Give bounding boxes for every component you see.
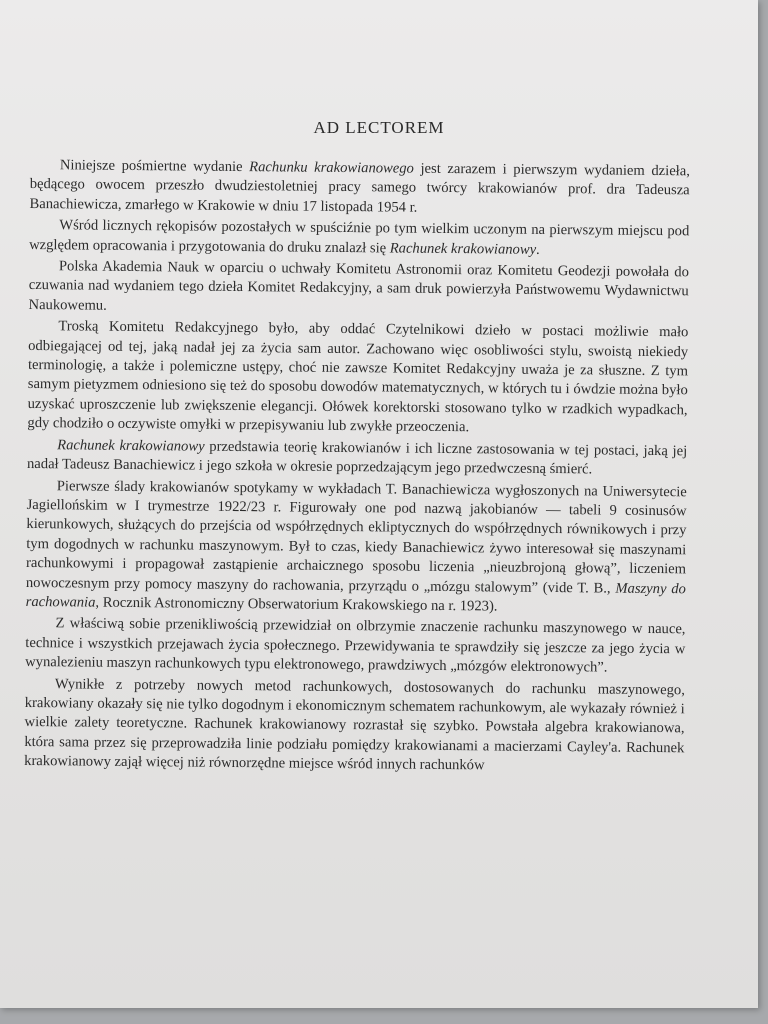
paragraph-6 [26, 476, 687, 618]
paragraph-8: Wynikłe z potrzeby nowych metod rachunkowych, dostosowanych do rachunku maszynowego, krakowiany okazały się nie tylko dogodnym i ekonomicznym schematem rachunkowym, ale wykazały również i wielkie zalety teoretyczne. Rachunek krakowianowy rozrastał się szybko. Powstała algebra krakowianowa, która sama przez się przeprowadziła linie podziału pomiędzy krakowianami a macierzami Cayley'a. Rachunek krakowianowy zajął więcej niż równorzędne miejsce wśród innych rachunków [24, 675, 685, 774]
italic-title: Rachunku krakowianowego [249, 159, 414, 177]
paragraph-4: Troską Komitetu Redakcyjnego było, aby oddać Czytelnikowi dzieło w postaci możliwie mało odbiegającej od tej, jaką nadał jej za życia sam autor. Zachowano więc osobliwości stylu, swoistą niekiedy terminologię, a także i polemiczne ustępy, choć nie zawsze Komitet Redakcyjny uważa je za słuszne. Z tym samym pietyzmem odniesiono się też do sposobu dowodów matematycznych, w których tu i ówdzie można było uzyskać uproszczenie lub zwiększenie elegancji. Ołówek korektorski stosowano tylko w rzadkich wypadkach, gdy chodziło o oczywiste omyłki w przepisywaniu lub zwykłe przeoczenia. [27, 318, 689, 436]
text-span: Pierwsze ślady krakowianów spotykamy w wykładach T. Banachiewicza wygłoszonych na Uniwersytecie Jagiellońskim w I trymestrze 1922/23 r. Figurowały one pod nazwą jakobianów — tabeli 9 cosinusów kierunkowych, służących do przejścia od współrzędnych ekliptycznych do współrzędnych równikowych i przy tym dogodnych w rachunku maszynowym. Był to czas, kiedy Banachiewicz żywo interesował się maszynami rachunkowymi i propagował zastąpienie archaicznego sposobu liczenia „nieuzbrojoną głową”, liczeniem nowoczesnym przy pomocy maszyny do rachowania, przyrządu o „mózgu stalowym” (vide T. B., [25, 477, 687, 597]
text-span: przedstawia teorię krakowianów i ich liczne zastosowania w tej postaci, jaką jej nadał Tadeusz Banachiewicz i jego szkoła w okresie poprzedzającym jego przedwczesną śmierć. [26, 438, 688, 478]
text-span: jest zarazem i pierwszym wydaniem dzieła, będącego owocem przeszło dwudziestoletniej pracy samego twórcy krakowianów prof. dra Tadeusza Banachiewicza, zmarłego w Krakowie w dniu 17 listopada 1954 r. [29, 160, 690, 216]
text-span: , Rocznik Astronomiczny Obserwatorium Krakowskiego na r. 1923). [95, 594, 498, 615]
italic-title: Rachunek krakowianowy [57, 436, 205, 455]
paragraph-1 [29, 156, 690, 221]
paragraph-3: Polska Akademia Nauk w oparciu o uchwały Komitetu Astronomii oraz Komitetu Geodezji powołała do czuwania nad wydaniem tego dzieła Komitet Redakcyjny, a sam druk powierzyła Państwowemu Wydawnictwu Naukowemu. [28, 258, 689, 314]
paragraph-5 [27, 436, 687, 481]
body-text [24, 156, 690, 778]
italic-title: Maszyny do rachowania [25, 580, 686, 611]
italic-title: Rachunek krakowianowy [389, 240, 537, 258]
paragraph-7: Z właściwą sobie przenikliwością przewidział on olbrzymie znaczenie rachunku maszynowego w nauce, technice i wszystkich przejawach życia społecznego. Przewidywania te sprawdziły się jeszcze za jego życia w wynalezieniu maszyn rachunkowych typu elektronowego, prawdziwych „mózgów elektronowych”. [25, 615, 686, 676]
text-span: Niniejsze pośmiertne wydanie [59, 157, 250, 176]
paragraph-2 [29, 216, 689, 261]
text-span: . [536, 241, 540, 258]
text-span: Wśród licznych rękopisów pozostałych w spuściźnie po tym wielkim uczonym na pierwszym miejscu pod względem opracowania i przygotowania do druku znalazł się [29, 217, 690, 257]
page-title: AD LECTOREM [313, 118, 445, 137]
